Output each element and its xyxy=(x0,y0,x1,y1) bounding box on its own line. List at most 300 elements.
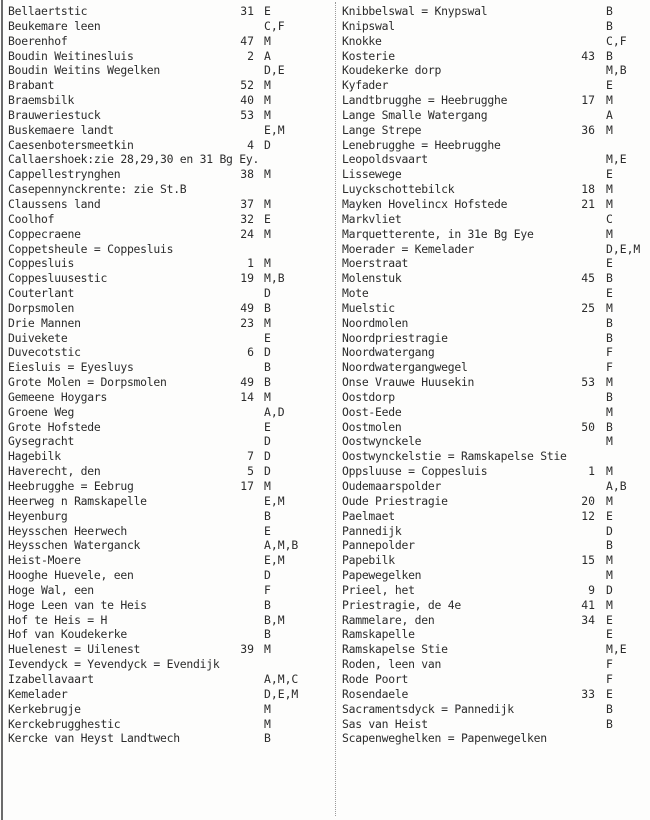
entry-code: B xyxy=(264,508,271,523)
entry-name: Rosendaele xyxy=(342,686,409,701)
entry-name: Kemelader xyxy=(8,686,68,701)
index-entry xyxy=(342,613,647,628)
entry-name: Heist-Moere xyxy=(8,553,81,568)
index-entry xyxy=(8,613,328,628)
entry-code: E xyxy=(606,167,613,182)
index-entry xyxy=(8,449,328,464)
index-entry xyxy=(8,538,328,553)
page-edge xyxy=(1,0,3,820)
entry-name: Markvliet xyxy=(342,211,402,226)
entry-name: Lenebrugghe = Heebrugghe xyxy=(342,137,501,152)
entry-code: M xyxy=(606,226,613,241)
entry-name: Noordpriestragie xyxy=(342,330,448,345)
entry-code: E xyxy=(606,78,613,93)
entry-code: E xyxy=(606,686,613,701)
entry-code: C,F xyxy=(606,33,627,48)
entry-number: 47 xyxy=(240,33,254,48)
entry-code: B xyxy=(264,300,271,315)
entry-code: M xyxy=(264,716,271,731)
entry-name: Moerader = Kemelader xyxy=(342,241,475,256)
entry-name: Sacramentsdyck = Pannedijk xyxy=(342,701,514,716)
entry-code: M xyxy=(264,33,271,48)
index-entry xyxy=(8,583,328,598)
entry-number: 18 xyxy=(581,182,595,197)
entry-name: Mote xyxy=(342,286,369,301)
entry-code: D xyxy=(264,434,271,449)
entry-name: Haverecht, den xyxy=(8,464,101,479)
entry-code: M xyxy=(606,375,613,390)
index-entry xyxy=(342,687,647,702)
entry-code: E xyxy=(606,508,613,523)
index-entry xyxy=(342,316,647,331)
index-entry xyxy=(342,627,647,642)
index-entry xyxy=(342,78,647,93)
entry-name: Oude Priestragie xyxy=(342,493,448,508)
index-entry xyxy=(8,405,328,420)
entry-code: D xyxy=(264,345,271,360)
entry-name: Couterlant xyxy=(8,286,75,301)
entry-code: M xyxy=(606,568,613,583)
entry-number: 53 xyxy=(240,107,254,122)
index-entry xyxy=(8,301,328,316)
index-entry xyxy=(8,598,328,613)
entry-name: Beukemare leen xyxy=(8,18,101,33)
entry-name: Ramskapelse Stie xyxy=(342,642,448,657)
index-entry xyxy=(342,93,647,108)
entry-number: 36 xyxy=(581,122,595,137)
index-entry xyxy=(8,93,328,108)
index-entry xyxy=(8,4,328,19)
entry-code: F xyxy=(606,657,613,672)
entry-name: Duivekete xyxy=(8,330,68,345)
entry-code: F xyxy=(264,582,271,597)
entry-code: E xyxy=(606,256,613,271)
index-entry xyxy=(342,182,647,197)
entry-code: B xyxy=(606,18,613,33)
entry-code: M xyxy=(606,404,613,419)
entry-name: Pannedijk xyxy=(342,523,402,538)
entry-code: D xyxy=(264,137,271,152)
entry-name: Kerckebrugghestic xyxy=(8,716,121,731)
index-entry xyxy=(8,464,328,479)
entry-number: 49 xyxy=(240,375,254,390)
entry-name: Hoge Leen van te Heis xyxy=(8,597,147,612)
index-entry xyxy=(8,390,328,405)
index-entry xyxy=(8,167,328,182)
entry-number: 1 xyxy=(588,464,595,479)
entry-code: M xyxy=(606,196,613,211)
entry-code: F xyxy=(606,360,613,375)
index-entry xyxy=(342,420,647,435)
index-entry xyxy=(342,509,647,524)
entry-number: 38 xyxy=(240,167,254,182)
entry-name: Noordwatergang xyxy=(342,345,435,360)
entry-name: Gemeene Hoygars xyxy=(8,389,108,404)
index-entry xyxy=(8,152,328,167)
index-entry xyxy=(342,242,647,257)
entry-code: M xyxy=(606,597,613,612)
entry-code: D xyxy=(264,449,271,464)
index-entry xyxy=(342,34,647,49)
entry-code: C,F xyxy=(264,18,285,33)
entry-code: M xyxy=(606,493,613,508)
entry-number: 15 xyxy=(581,553,595,568)
entry-code: M xyxy=(264,226,271,241)
index-entry xyxy=(8,286,328,301)
entry-code: B xyxy=(606,315,613,330)
entry-number: 19 xyxy=(240,271,254,286)
entry-name: Hof te Heis = H xyxy=(8,612,108,627)
entry-name: Papewegelken xyxy=(342,568,422,583)
entry-code: B xyxy=(606,538,613,553)
entry-name: Boudin Weitins Wegelken xyxy=(8,63,160,78)
entry-code: C xyxy=(606,211,613,226)
index-entry xyxy=(342,598,647,613)
index-entry xyxy=(8,553,328,568)
entry-code: E,M xyxy=(264,553,285,568)
entry-code: M,E xyxy=(606,642,627,657)
entry-number: 24 xyxy=(240,226,254,241)
entry-name: Ievendyck = Yevendyck = Evendijk xyxy=(8,657,220,672)
entry-code: E xyxy=(264,330,271,345)
entry-number: 4 xyxy=(247,137,254,152)
index-entry xyxy=(8,197,328,212)
entry-number: 34 xyxy=(581,612,595,627)
entry-code: A xyxy=(264,48,271,63)
index-entry xyxy=(342,19,647,34)
column-divider xyxy=(335,2,336,816)
index-entry xyxy=(8,360,328,375)
entry-name: Kosterie xyxy=(342,48,395,63)
index-entry xyxy=(342,553,647,568)
entry-name: Knipswal xyxy=(342,18,395,33)
entry-code: M,B xyxy=(606,63,627,78)
index-entry xyxy=(342,583,647,598)
index-entry xyxy=(8,19,328,34)
index-entry xyxy=(8,34,328,49)
entry-name: Oudemaarspolder xyxy=(342,479,442,493)
entry-name: Noordwatergangwegel xyxy=(342,360,468,375)
index-entry xyxy=(342,672,647,687)
entry-name: Hof van Koudekerke xyxy=(8,627,127,642)
entry-code: E xyxy=(264,211,271,226)
entry-number: 14 xyxy=(240,389,254,404)
entry-code: M xyxy=(606,553,613,568)
entry-name: Boerenhof xyxy=(8,33,68,48)
index-entry xyxy=(342,152,647,167)
entry-code: D xyxy=(606,523,613,538)
entry-name: Braemsbilk xyxy=(8,93,75,108)
entry-number: 21 xyxy=(581,196,595,211)
entry-number: 45 xyxy=(581,271,595,286)
entry-name: Priestragie, de 4e xyxy=(342,597,461,612)
index-entry xyxy=(342,568,647,583)
entry-code: M xyxy=(606,93,613,108)
entry-code: A xyxy=(606,107,613,122)
index-entry xyxy=(8,256,328,271)
entry-code: D xyxy=(264,568,271,583)
entry-code: A,M,B xyxy=(264,538,299,553)
entry-name: Oostwynckelstie = Ramskapelse Stie xyxy=(342,449,567,464)
entry-code: E,M xyxy=(264,122,285,137)
index-entry xyxy=(342,138,647,153)
entry-code: M xyxy=(264,315,271,330)
entry-name: Oostmolen xyxy=(342,419,402,434)
entry-code: E xyxy=(606,627,613,642)
entry-number: 5 xyxy=(247,464,254,479)
index-entry xyxy=(342,390,647,405)
entry-name: Coppecraene xyxy=(8,226,81,241)
entry-name: Rode Poort xyxy=(342,671,409,686)
entry-code: E xyxy=(606,286,613,301)
entry-name: Caesenbotersmeetkin xyxy=(8,137,134,152)
index-entry xyxy=(8,63,328,78)
index-entry xyxy=(8,331,328,346)
entry-name: Kercke van Heyst Landtwech xyxy=(8,731,180,746)
entry-name: Koudekerke dorp xyxy=(342,63,442,78)
index-entry xyxy=(8,568,328,583)
entry-number: 49 xyxy=(240,300,254,315)
entry-code: D,E xyxy=(264,63,285,78)
entry-code: M xyxy=(606,182,613,197)
index-entry xyxy=(8,212,328,227)
entry-code: B xyxy=(264,597,271,612)
index-entry xyxy=(342,464,647,479)
entry-code: M xyxy=(264,107,271,122)
entry-name: Coppetsheule = Coppesluis xyxy=(8,241,174,256)
index-entry xyxy=(342,63,647,78)
entry-code: B xyxy=(606,271,613,286)
entry-name: Grote Hofstede xyxy=(8,419,101,434)
index-entry xyxy=(8,687,328,702)
entry-name: Knokke xyxy=(342,33,382,48)
entry-code: A,D xyxy=(264,404,285,419)
index-entry xyxy=(8,524,328,539)
entry-name: Mayken Hovelincx Hofstede xyxy=(342,196,508,211)
entry-code: B,M xyxy=(264,612,285,627)
entry-name: Izabellavaart xyxy=(8,671,94,686)
entry-name: Pannepolder xyxy=(342,538,415,553)
entry-name: Coolhof xyxy=(8,211,55,226)
index-entry xyxy=(342,167,647,182)
entry-number: 31 xyxy=(240,4,254,18)
entry-name: Prieel, het xyxy=(342,582,415,597)
entry-name: Rammelare, den xyxy=(342,612,435,627)
entry-name: Cappellestrynghen xyxy=(8,167,121,182)
entry-name: Kerkebrugje xyxy=(8,701,81,716)
entry-name: Callaershoek:zie 28,29,30 en 31 Bg Ey. xyxy=(8,152,260,167)
entry-name: Roden, leen van xyxy=(342,657,442,672)
index-entry xyxy=(8,345,328,360)
entry-code: M,E xyxy=(606,152,627,167)
entry-name: Duvecotstic xyxy=(8,345,81,360)
entry-name: Knibbelswal = Knypswal xyxy=(342,4,488,18)
entry-code: A,M,C xyxy=(264,671,299,686)
entry-code: A,B xyxy=(606,479,627,493)
entry-number: 12 xyxy=(581,508,595,523)
index-entry xyxy=(342,331,647,346)
entry-name: Onse Vrauwe Huusekin xyxy=(342,375,475,390)
entry-code: B xyxy=(606,701,613,716)
index-entry xyxy=(342,449,647,464)
entry-number: 33 xyxy=(581,686,595,701)
entry-code: E xyxy=(606,612,613,627)
entry-name: Kyfader xyxy=(342,78,389,93)
entry-name: Heebrugghe = Eebrug xyxy=(8,479,134,493)
entry-number: 50 xyxy=(581,419,595,434)
index-entry xyxy=(342,227,647,242)
index-entry xyxy=(8,672,328,687)
entry-code: E,M xyxy=(264,493,285,508)
entry-code: E xyxy=(264,419,271,434)
entry-name: Lange Strepe xyxy=(342,122,422,137)
entry-code: D xyxy=(606,582,613,597)
entry-name: Grote Molen = Dorpsmolen xyxy=(8,375,167,390)
entry-code: D,E,M xyxy=(606,241,641,256)
entry-code: M xyxy=(264,479,271,493)
entry-name: Sas van Heist xyxy=(342,716,428,731)
entry-name: Lissewege xyxy=(342,167,402,182)
entry-code: M xyxy=(606,464,613,479)
index-entry xyxy=(8,479,328,494)
entry-code: M xyxy=(264,93,271,108)
index-entry xyxy=(8,731,328,746)
index-entry xyxy=(8,49,328,64)
entry-name: Oppsluuse = Coppesluis xyxy=(342,464,488,479)
entry-code: E xyxy=(264,4,271,18)
entry-name: Coppesluusestic xyxy=(8,271,108,286)
entry-name: Paelmaet xyxy=(342,508,395,523)
entry-name: Hagebilk xyxy=(8,449,61,464)
entry-number: 2 xyxy=(247,48,254,63)
right-column xyxy=(342,4,647,746)
entry-code: B xyxy=(264,731,271,746)
entry-code: M xyxy=(264,701,271,716)
entry-code: M xyxy=(264,167,271,182)
entry-number: 25 xyxy=(581,300,595,315)
entry-name: Heysschen Heerwech xyxy=(8,523,127,538)
index-entry xyxy=(342,434,647,449)
entry-name: Buskemaere landt xyxy=(8,122,114,137)
entry-name: Dorpsmolen xyxy=(8,300,75,315)
index-entry xyxy=(342,49,647,64)
entry-name: Landtbrugghe = Heebrugghe xyxy=(342,93,508,108)
index-entry xyxy=(8,78,328,93)
index-entry xyxy=(342,538,647,553)
entry-code: B xyxy=(606,389,613,404)
entry-name: Scapenweghelken = Papenwegelken xyxy=(342,731,547,746)
entry-name: Papebilk xyxy=(342,553,395,568)
index-entry xyxy=(342,717,647,732)
index-entry xyxy=(342,494,647,509)
entry-name: Moerstraat xyxy=(342,256,409,271)
index-entry xyxy=(8,108,328,123)
index-entry xyxy=(8,642,328,657)
entry-code: D xyxy=(264,464,271,479)
index-entry xyxy=(342,524,647,539)
entry-name: Coppesluis xyxy=(8,256,75,271)
index-entry xyxy=(8,271,328,286)
index-entry xyxy=(8,627,328,642)
index-entry xyxy=(342,657,647,672)
index-entry xyxy=(8,420,328,435)
entry-name: Eiesluis = Eyesluys xyxy=(8,360,134,375)
entry-name: Oostdorp xyxy=(342,389,395,404)
index-entry xyxy=(8,717,328,732)
entry-code: M xyxy=(606,434,613,449)
entry-number: 1 xyxy=(247,256,254,271)
index-entry xyxy=(342,642,647,657)
entry-name: Hoge Wal, een xyxy=(8,582,94,597)
entry-name: Huelenest = Uilenest xyxy=(8,642,141,657)
entry-number: 20 xyxy=(581,493,595,508)
entry-code: B xyxy=(264,375,271,390)
index-entry xyxy=(342,345,647,360)
entry-name: Heerweg n Ramskapelle xyxy=(8,493,147,508)
entry-name: Muelstic xyxy=(342,300,395,315)
entry-number: 37 xyxy=(240,196,254,211)
index-entry xyxy=(342,4,647,19)
entry-name: Ramskapelle xyxy=(342,627,415,642)
index-entry xyxy=(8,434,328,449)
index-entry xyxy=(8,123,328,138)
entry-number: 7 xyxy=(247,449,254,464)
entry-code: M xyxy=(264,642,271,657)
entry-name: Claussens land xyxy=(8,196,101,211)
entry-code: M xyxy=(264,196,271,211)
entry-number: 53 xyxy=(581,375,595,390)
index-entry xyxy=(8,316,328,331)
index-entry xyxy=(342,375,647,390)
entry-number: 43 xyxy=(581,48,595,63)
entry-name: Noordmolen xyxy=(342,315,409,330)
entry-name: Oostwynckele xyxy=(342,434,422,449)
entry-name: Luyckschottebilck xyxy=(342,182,455,197)
entry-code: B xyxy=(264,360,271,375)
entry-name: Leopoldsvaart xyxy=(342,152,428,167)
entry-name: Gysegracht xyxy=(8,434,75,449)
entry-code: M xyxy=(264,389,271,404)
entry-code: M xyxy=(264,78,271,93)
entry-number: 6 xyxy=(247,345,254,360)
entry-code: M xyxy=(606,300,613,315)
entry-name: Oost-Eede xyxy=(342,404,402,419)
entry-number: 39 xyxy=(240,642,254,657)
index-entry xyxy=(8,375,328,390)
index-entry xyxy=(342,702,647,717)
index-entry xyxy=(342,360,647,375)
entry-code: D,E,M xyxy=(264,686,299,701)
entry-code: B xyxy=(264,627,271,642)
entry-name: Heyenburg xyxy=(8,508,68,523)
index-entry xyxy=(8,702,328,717)
index-entry xyxy=(8,227,328,242)
index-entry xyxy=(342,731,647,746)
entry-code: M,B xyxy=(264,271,285,286)
entry-code: B xyxy=(606,716,613,731)
index-entry xyxy=(342,286,647,301)
entry-number: 17 xyxy=(581,93,595,108)
entry-name: Hooghe Huevele, een xyxy=(8,568,134,583)
entry-number: 40 xyxy=(240,93,254,108)
index-entry xyxy=(8,657,328,672)
entry-code: E xyxy=(264,523,271,538)
entry-name: Molenstuk xyxy=(342,271,402,286)
index-entry xyxy=(8,509,328,524)
index-entry xyxy=(8,494,328,509)
entry-name: Brabant xyxy=(8,78,55,93)
entry-number: 9 xyxy=(588,582,595,597)
